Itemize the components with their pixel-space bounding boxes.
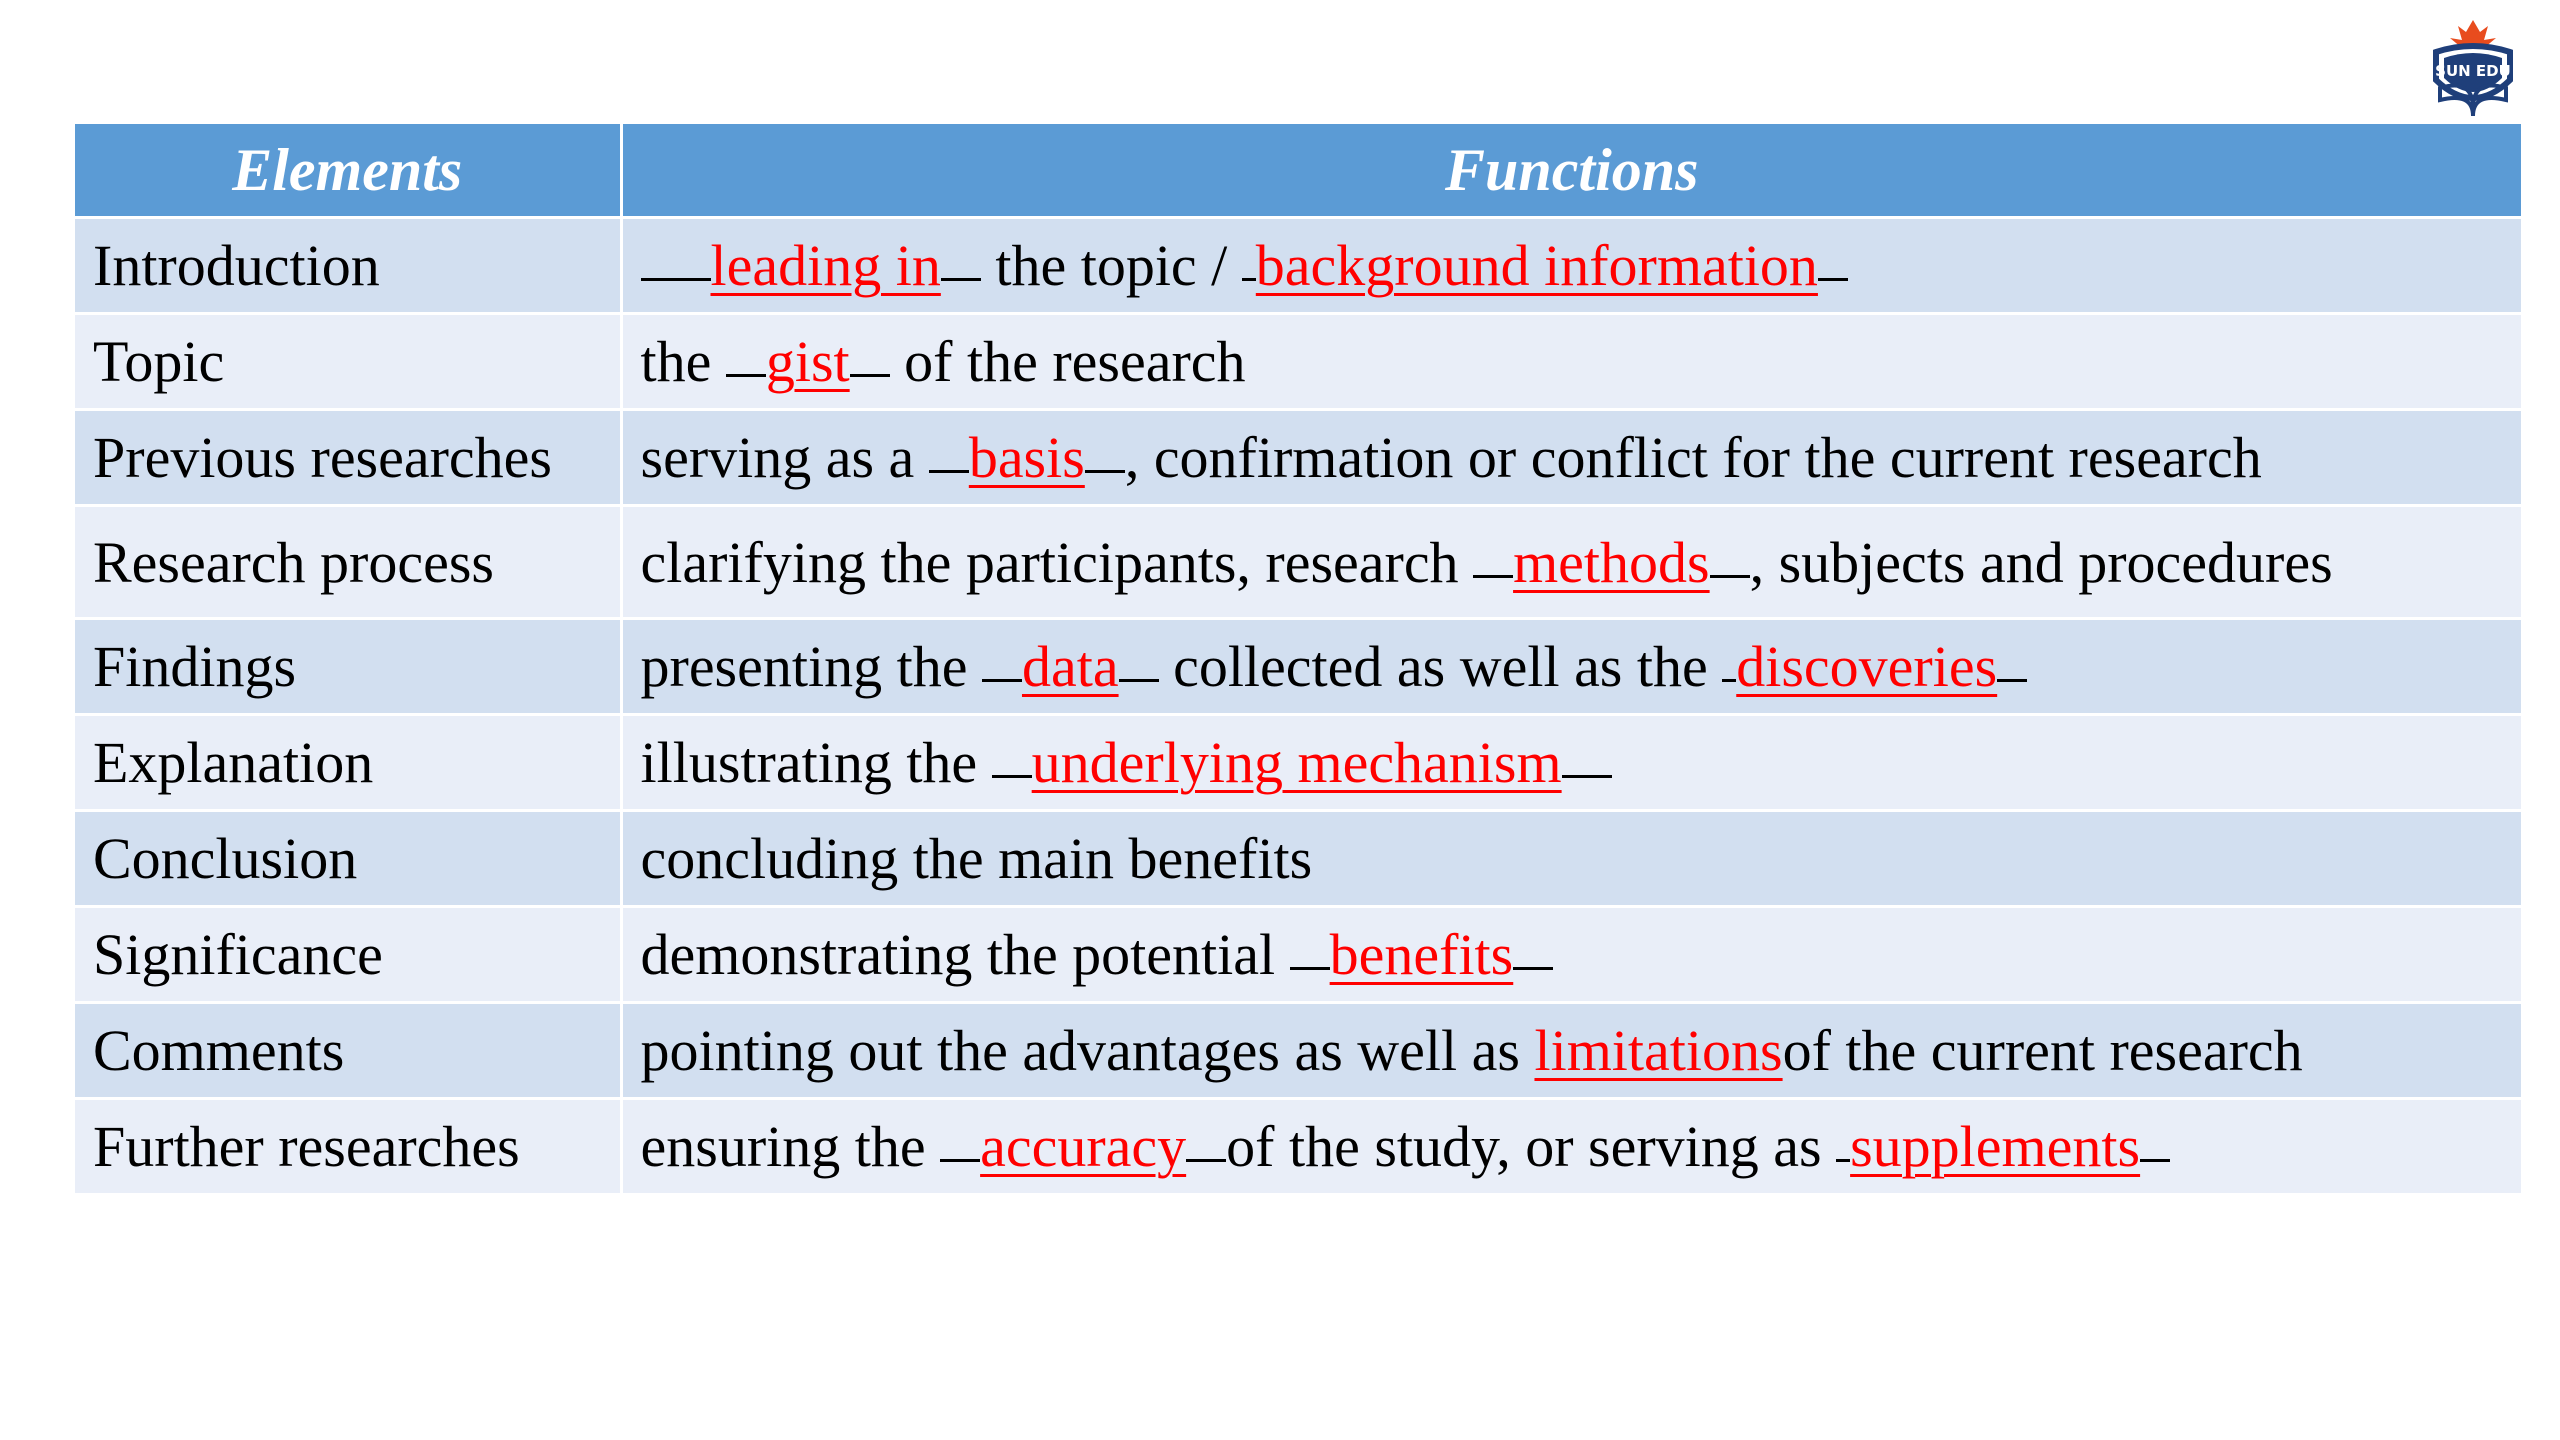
table-header-row bbox=[75, 124, 2521, 218]
function-text: the bbox=[640, 329, 726, 394]
answer-text: underlying mechanism bbox=[1031, 730, 1562, 795]
answer-blank-line bbox=[1119, 678, 1159, 682]
function-cell bbox=[621, 715, 2521, 811]
function-cell bbox=[621, 410, 2521, 506]
function-text: concluding the main benefits bbox=[640, 826, 1313, 891]
answer-blank-line bbox=[940, 1158, 980, 1162]
answer-blank-line bbox=[1722, 678, 1736, 682]
answer-blank-line bbox=[1290, 966, 1330, 970]
function-cell bbox=[621, 314, 2521, 410]
answer-blank-line bbox=[1562, 774, 1612, 778]
function-cell bbox=[621, 811, 2521, 907]
table-row bbox=[75, 506, 2521, 619]
element-cell: Conclusion bbox=[75, 811, 621, 907]
answer-text: supplements bbox=[1850, 1114, 2141, 1179]
element-cell: Significance bbox=[75, 907, 621, 1003]
answer-text: methods bbox=[1513, 529, 1710, 595]
answer-blank-line bbox=[641, 277, 711, 281]
answer-blank-line bbox=[1710, 574, 1750, 578]
answer-blank-line bbox=[1242, 277, 1256, 281]
function-cell bbox=[621, 1003, 2521, 1099]
header-elements: Elements bbox=[75, 124, 621, 218]
answer-blank-line bbox=[1186, 1158, 1226, 1162]
function-cell bbox=[621, 907, 2521, 1003]
table-body bbox=[75, 218, 2521, 1194]
table-row bbox=[75, 811, 2521, 907]
element-cell: Introduction bbox=[75, 218, 621, 314]
answer-blank-line bbox=[1997, 678, 2027, 682]
elements-functions-table bbox=[75, 124, 2521, 1193]
element-cell: Research process bbox=[75, 506, 621, 619]
element-cell: Comments bbox=[75, 1003, 621, 1099]
answer-text: gist bbox=[765, 329, 850, 394]
function-cell bbox=[621, 619, 2521, 715]
answer-text: accuracy bbox=[980, 1114, 1187, 1179]
table-row bbox=[75, 314, 2521, 410]
answer-blank-line bbox=[726, 373, 766, 377]
function-text: , subjects and procedures bbox=[1749, 529, 2333, 595]
answer-text: limitations bbox=[1534, 1018, 1783, 1083]
table-row bbox=[75, 619, 2521, 715]
function-text: illustrating the bbox=[640, 730, 992, 795]
answer-blank-line bbox=[2140, 1158, 2170, 1162]
answer-blank-line bbox=[1473, 574, 1513, 578]
answer-blank-line bbox=[1836, 1158, 1850, 1162]
function-text: of the current research bbox=[1782, 1018, 2303, 1083]
answer-text: leading in bbox=[710, 233, 941, 298]
answer-blank-line bbox=[850, 373, 890, 377]
element-cell: Findings bbox=[75, 619, 621, 715]
answer-blank-line bbox=[1085, 469, 1125, 473]
answer-blank-line bbox=[1513, 966, 1553, 970]
function-text: of the research bbox=[889, 329, 1246, 394]
answer-text: discoveries bbox=[1736, 634, 1998, 699]
table-row bbox=[75, 218, 2521, 314]
answer-blank-line bbox=[1818, 277, 1848, 281]
function-text: presenting the bbox=[640, 634, 982, 699]
table-row bbox=[75, 1003, 2521, 1099]
answer-text: benefits bbox=[1329, 922, 1514, 987]
function-text: ensuring the bbox=[640, 1114, 941, 1179]
function-cell bbox=[621, 218, 2521, 314]
function-text: the topic / bbox=[980, 233, 1242, 298]
table-row bbox=[75, 907, 2521, 1003]
logo-emblem-icon bbox=[2418, 18, 2528, 123]
function-text: , confirmation or conflict for the current research bbox=[1124, 425, 2262, 490]
element-cell: Previous researches bbox=[75, 410, 621, 506]
answer-text: background information bbox=[1255, 233, 1818, 298]
element-cell: Topic bbox=[75, 314, 621, 410]
answer-text: basis bbox=[968, 425, 1085, 490]
function-cell bbox=[621, 506, 2521, 619]
element-cell: Further researches bbox=[75, 1099, 621, 1194]
function-text: serving as a bbox=[640, 425, 929, 490]
answer-blank-line bbox=[941, 277, 981, 281]
function-text: demonstrating the potential bbox=[640, 922, 1290, 987]
header-functions: Functions bbox=[621, 124, 2521, 218]
element-cell: Explanation bbox=[75, 715, 621, 811]
answer-text: data bbox=[1021, 634, 1119, 699]
table-row bbox=[75, 715, 2521, 811]
function-text: clarifying the participants, research bbox=[640, 529, 1474, 595]
svg-text:SUN EDU: SUN EDU bbox=[2435, 62, 2511, 80]
function-cell bbox=[621, 1099, 2521, 1194]
function-text: collected as well as the bbox=[1158, 634, 1723, 699]
answer-blank-line bbox=[982, 678, 1022, 682]
function-text: of the study, or serving as bbox=[1226, 1114, 1837, 1179]
function-text: pointing out the advantages as well as bbox=[640, 1018, 1535, 1083]
table-row bbox=[75, 1099, 2521, 1194]
answer-blank-line bbox=[992, 774, 1032, 778]
table-row bbox=[75, 410, 2521, 506]
answer-blank-line bbox=[929, 469, 969, 473]
